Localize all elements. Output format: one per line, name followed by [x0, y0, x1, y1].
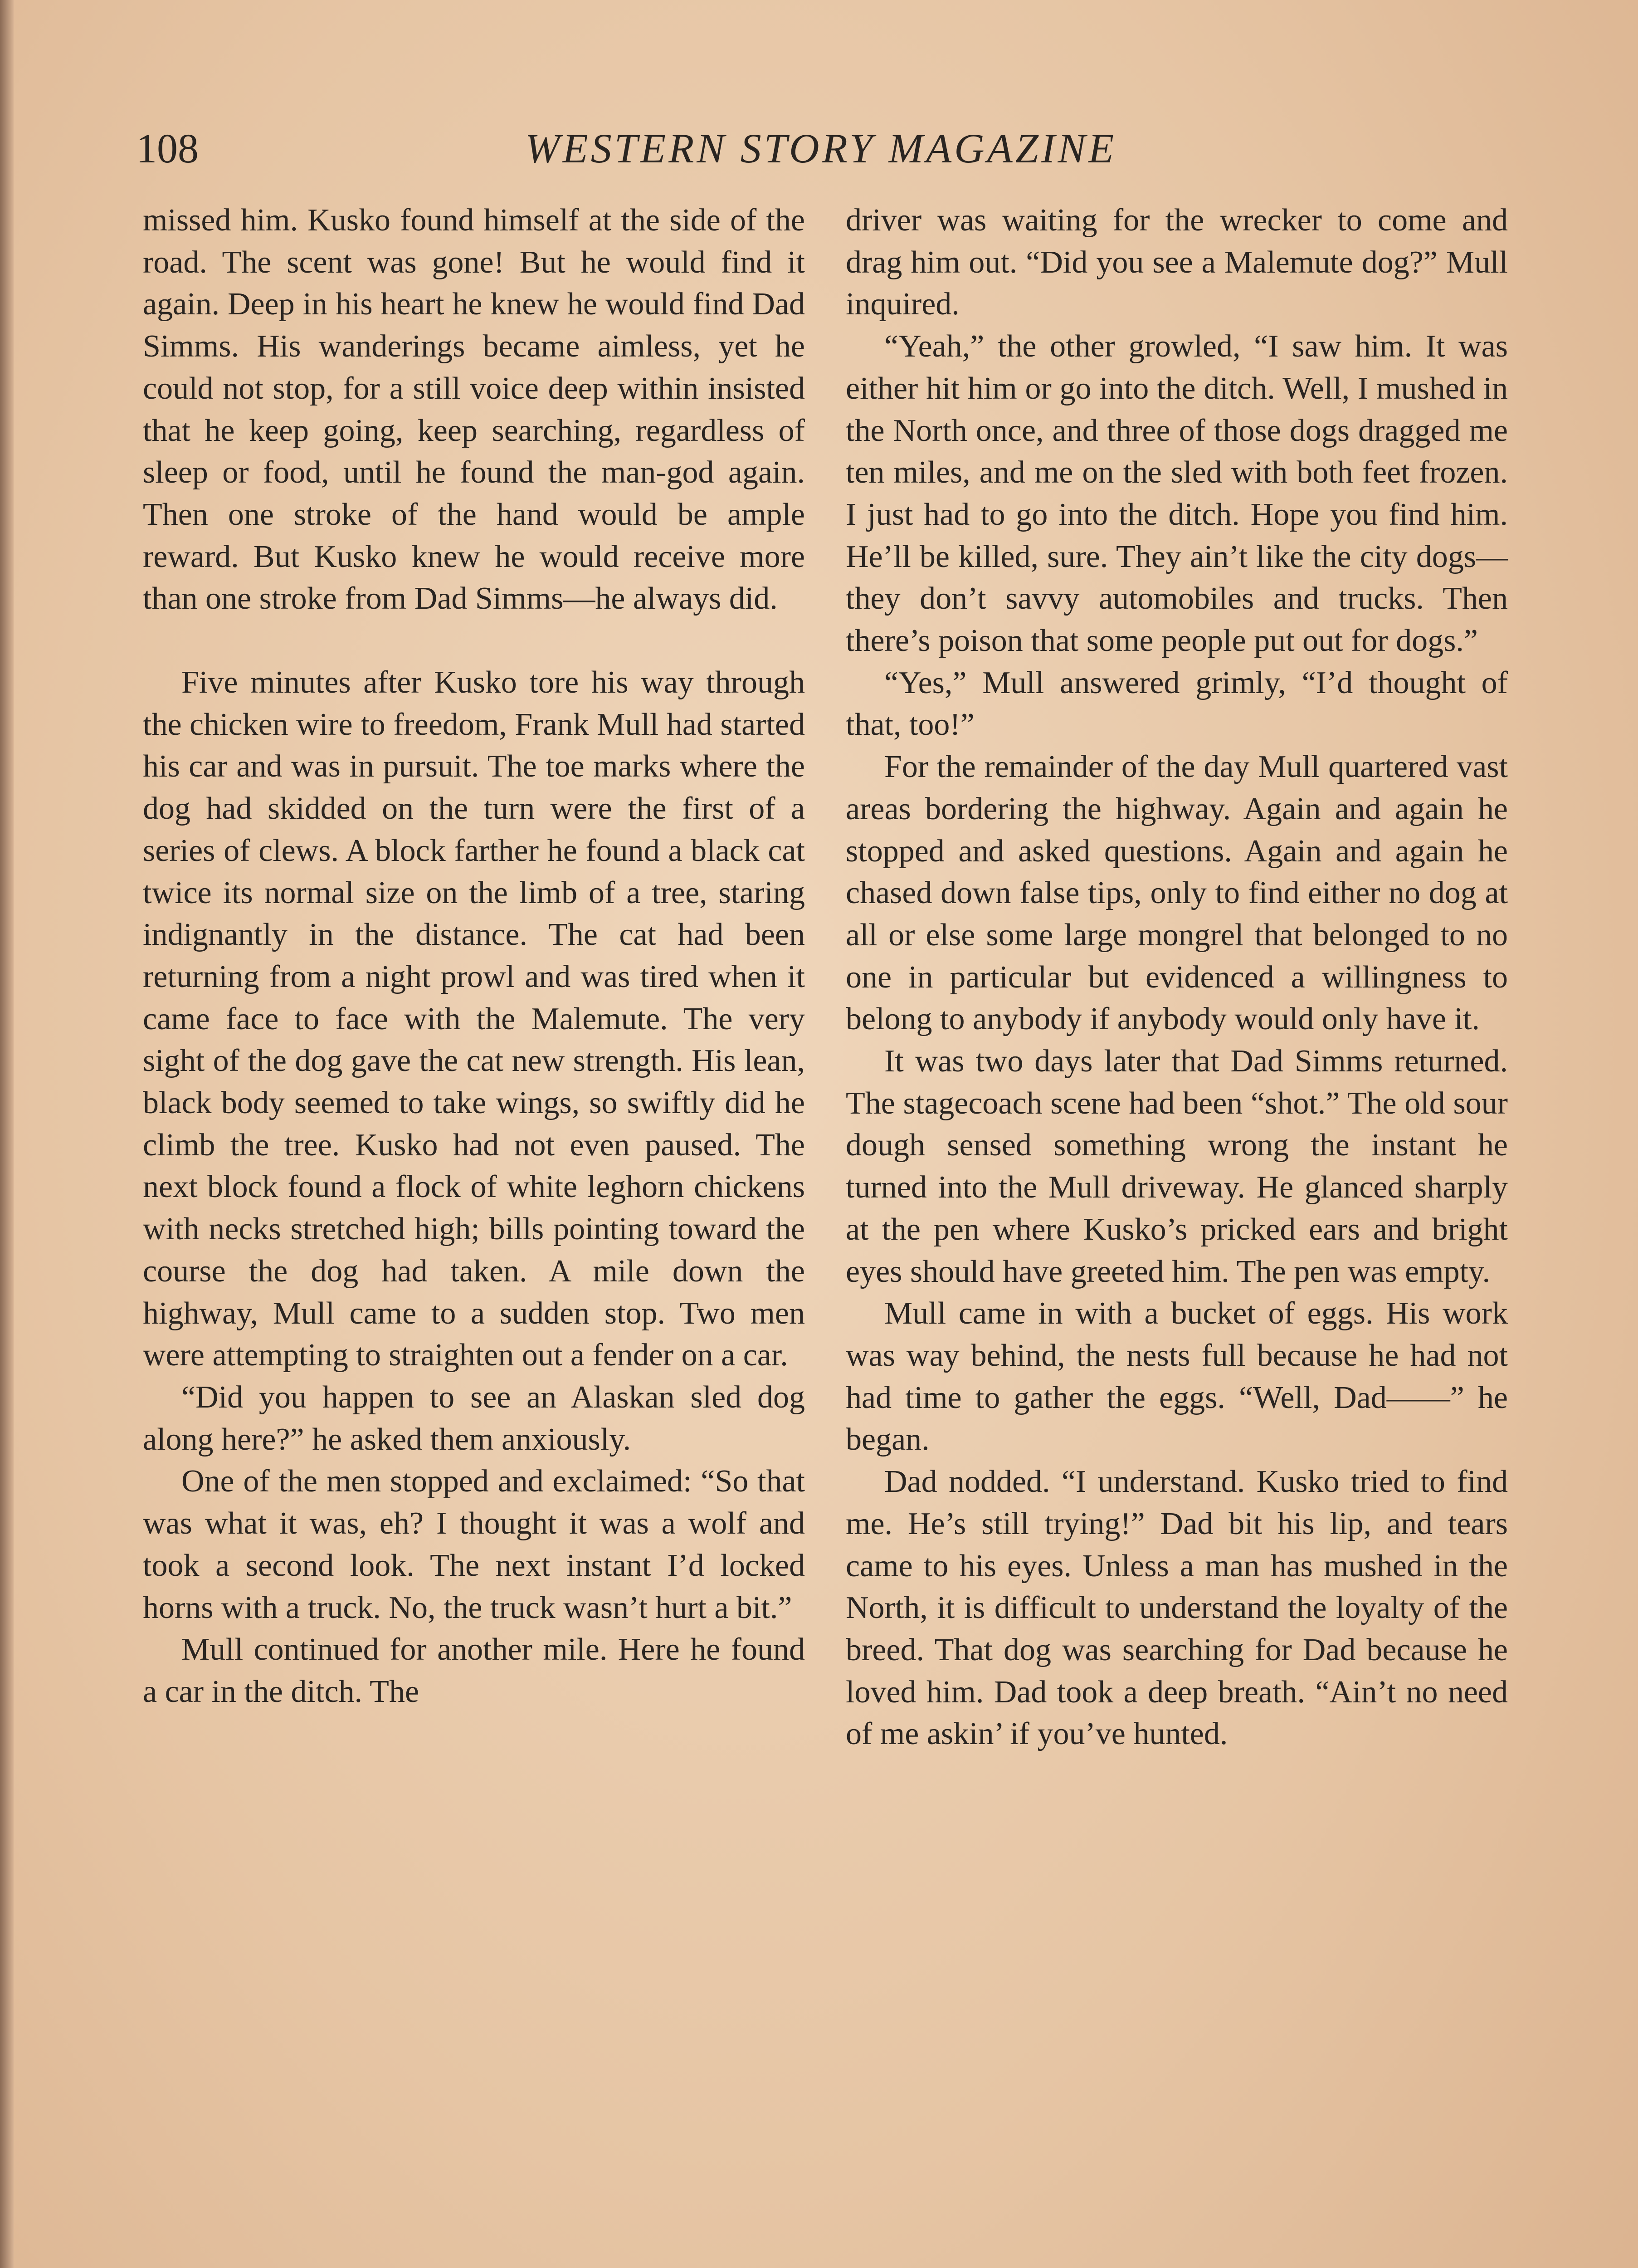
paragraph: One of the men stopped and exclaimed: “So that was what it was, eh? I thought it was a wolf and took a second look. The next instant I’d locked horns with a truck. No, the truck wasn’t hurt a bit.”	[143, 1464, 805, 1625]
paragraph: “Yeah,” the other growled, “I saw him. It was either hit him or go into the ditch. Well, I mushed in the North once, and three of those dogs dragged me ten miles, and me on the sled with both feet frozen. I just had to go into the ditch. Hope you find him. He’ll be killed, sure. They ain’t like the city dogs—they don’t savvy automobiles and trucks. Then there’s poison that some people put out for dogs.”	[846, 329, 1508, 659]
left-column	[143, 200, 805, 1713]
paragraph: “Did you happen to see an Alaskan sled dog along here?” he asked them anxiously.	[143, 1379, 805, 1457]
magazine-title: WESTERN STORY MAGAZINE	[525, 125, 1117, 171]
paragraph: Five minutes after Kusko tore his way through the chicken wire to freedom, Frank Mull had started his car and was in pursuit. The toe marks where the dog had skidded on the turn were the first of a series of clews. A block farther he found a black cat twice its normal size on the limb of a tree, staring indignantly in the distance. The cat had been returning from a night prowl and was tired when it came face to face with the Malemute. The very sight of the dog gave the cat new strength. His lean, black body seemed to take wings, so swiftly did he climb the tree. Kusko had not even paused. The next block found a flock of white leghorn chickens with necks stretched high; bills pointing toward the course the dog had taken. A mile down the highway, Mull came to a sudden stop. Two men were attempting to straighten out a fender on a car.	[143, 665, 805, 1373]
paragraph: Dad nodded. “I understand. Kusko tried to find me. He’s still trying!” Dad bit his lip, and tears came to his eyes. Unless a man has mushed in the North, it is difficult to understand the loyalty of the breed. That dog was searching for Dad because he loved him. Dad took a deep breath. “Ain’t no need of me askin’ if you’ve hunted.	[846, 1464, 1508, 1752]
paragraph: Mull came in with a bucket of eggs. His work was way behind, the nests full because he had not had time to gather the eggs. “Well, Dad——” he began.	[846, 1296, 1508, 1457]
right-column	[846, 200, 1508, 1755]
page-number: 108	[136, 125, 199, 171]
paragraph: For the remainder of the day Mull quartered vast areas bordering the highway. Again and again he stopped and asked questions. Again and again he chased down false tips, only to find either no dog at all or else some large mongrel that belonged to no one in particular but evidenced a willingness to belong to anybody if anybody would only have it.	[846, 749, 1508, 1037]
page-header	[136, 119, 1506, 178]
page-edge	[0, 0, 14, 2268]
paragraph: Mull continued for another mile. Here he found a car in the ditch. The	[143, 1632, 805, 1709]
paragraph: It was two days later that Dad Simms returned. The stagecoach scene had been “shot.” The old sour dough sensed something wrong the instant he turned into the Mull driveway. He glanced sharply at the pen where Kusko’s pricked ears and bright eyes should have greeted him. The pen was empty.	[846, 1044, 1508, 1289]
paragraph: driver was waiting for the wrecker to come and drag him out. “Did you see a Malemute dog?” Mull inquired.	[846, 203, 1508, 322]
paragraph: missed him. Kusko found himself at the side of the road. The scent was gone! But he would find it again. Deep in his heart he knew he would find Dad Simms. His wanderings became aimless, yet he could not stop, for a still voice deep within insisted that he keep going, keep searching, regardless of sleep or food, until he found the man-god again. Then one stroke of the hand would be ample reward. But Kusko knew he would receive more than one stroke from Dad Simms—he always did.	[143, 203, 805, 616]
paragraph: “Yes,” Mull answered grimly, “I’d thought of that, too!”	[846, 665, 1508, 743]
